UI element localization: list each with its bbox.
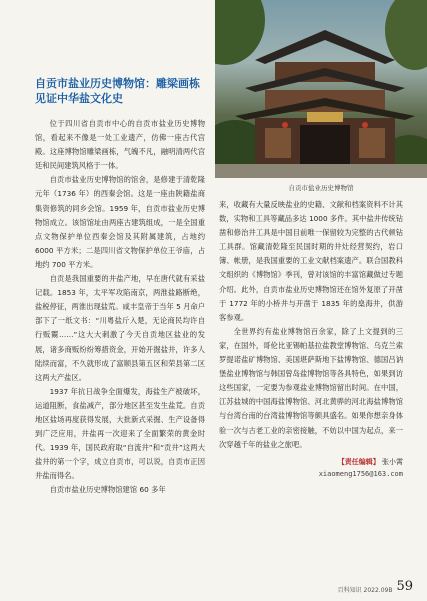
- editor-credit: [219, 456, 403, 468]
- paragraph: 1937 年抗日战争全面爆发，海盐生产被破坏，运道阻断，食盐减产，部分地区甚至发生盐荒。自贡地区盐场再度获得发展，大批新式采掘、生产设备得到广泛应用，井盐再一次迎来了全面繁荣的黄金时代。1939 年，国民政府取“自流井”和“贡井”这两大盐井的第一个字，成立自贡市，可以说，自贡市正因井盐而得名。: [35, 386, 205, 481]
- article-title: 自贡市盐业历史博物馆：雕梁画栋见证中华盐文化史: [35, 77, 200, 105]
- photo-caption: 自贡市盐业历史博物馆: [288, 184, 354, 192]
- magazine-issue: 百科知识 2022.09B: [337, 587, 393, 594]
- paragraph: 自贡市盐业历史博物馆的馆舍，是修建于清乾隆元年（1736 年）的西秦会馆。这是一座由陕籍盐商集资修筑的同乡会馆。1959 年，自贡市盐业历史博物馆成立。该馆馆址由两座古建筑组成，一是全国重点文物保护单位西秦会馆及其附属建筑，占地约 6000 平方米；二是四川省文物保护单位王爷庙，占地约 700 平方米。: [35, 175, 205, 269]
- paragraph: 自贡是我国重要的井盐产地，早在唐代就有采盐记载。1853 年，太平军攻陷南京，两淮盐路断绝，盐税停征，两淮出现盐荒。咸丰皇帝于当年 5 月命户部下了一纸文书：“川粤盐斤入楚，无论商民均许自行贩鬻……”这大大刺激了今天自贡地区盐业的发展，诸多商贩纷纷筹措资金，开始开掘盐井，许多人陆续而富，不久就形成了富顺县第五区和荣县第二区这两大产盐区。: [35, 274, 205, 382]
- editor-label: 【责任编辑】: [337, 457, 380, 466]
- page-footer: [338, 578, 413, 594]
- museum-building-illustration: [215, 0, 427, 178]
- left-column: [35, 117, 205, 498]
- museum-photo: [215, 0, 427, 178]
- page-number: 59: [396, 579, 413, 594]
- paragraph-continued: 来，收藏有大量反映盐业的史籍、文献和档案资料不计其数，实物和工具等藏品多达 1000 多件。其中盐井传统钻凿和修治井工具是中国目前唯一保留较为完整的古代顿钻工具群。馆藏清乾隆至民国时期的井灶经营契约，岩口簿、帐册，是我国重要的工业文献档案遗产。联合国教科文组织的《博物馆》季刊，曾对该馆的丰富馆藏做过专题介绍。此外，自贡市盐业历史博物馆还在馆外复原了开凿于 1772 年的小桥井与开凿于 1835 年的燊海井，供游客参观。: [219, 200, 403, 322]
- paragraph: 位于四川省自贡市中心的自贡市盐业历史博物馆，看起来不像是一处工业遗产，仿佛一座古代宫殿。这座博物馆雕梁画栋，气魄不凡，融明清两代宫廷和民间建筑风格于一体。: [35, 119, 205, 171]
- paragraph: 全世界约有盐业博物馆百余家，除了上文提到的三家，在国外，哥伦比亚锡帕基拉盐教堂博物馆、乌克兰索罗提诺盐矿博物馆、美国堪萨斯地下盐博物馆、德国吕讷堡盐业博物馆与韩国曾岛盐博物馆等各具特色，如果到访这些国家，一定要为参观盐业博物馆留出时间。在中国，江苏盐城的中国海盐博物馆、河北黄骅的河北海盐博物馆与台湾台南的台湾盐博物馆等颇具盛名。如果你想亲身体验一次与古老工业的亲密接触，不妨以中国为起点，来一次穿越千年的盐业之旅吧。: [219, 326, 403, 449]
- editor-name: 张小霄: [382, 457, 403, 466]
- right-column: [219, 198, 403, 480]
- paragraph: 自贡市盐业历史博物馆建馆 60 多年: [49, 485, 166, 495]
- editor-email: xiaomeng1756@163.com: [318, 469, 403, 478]
